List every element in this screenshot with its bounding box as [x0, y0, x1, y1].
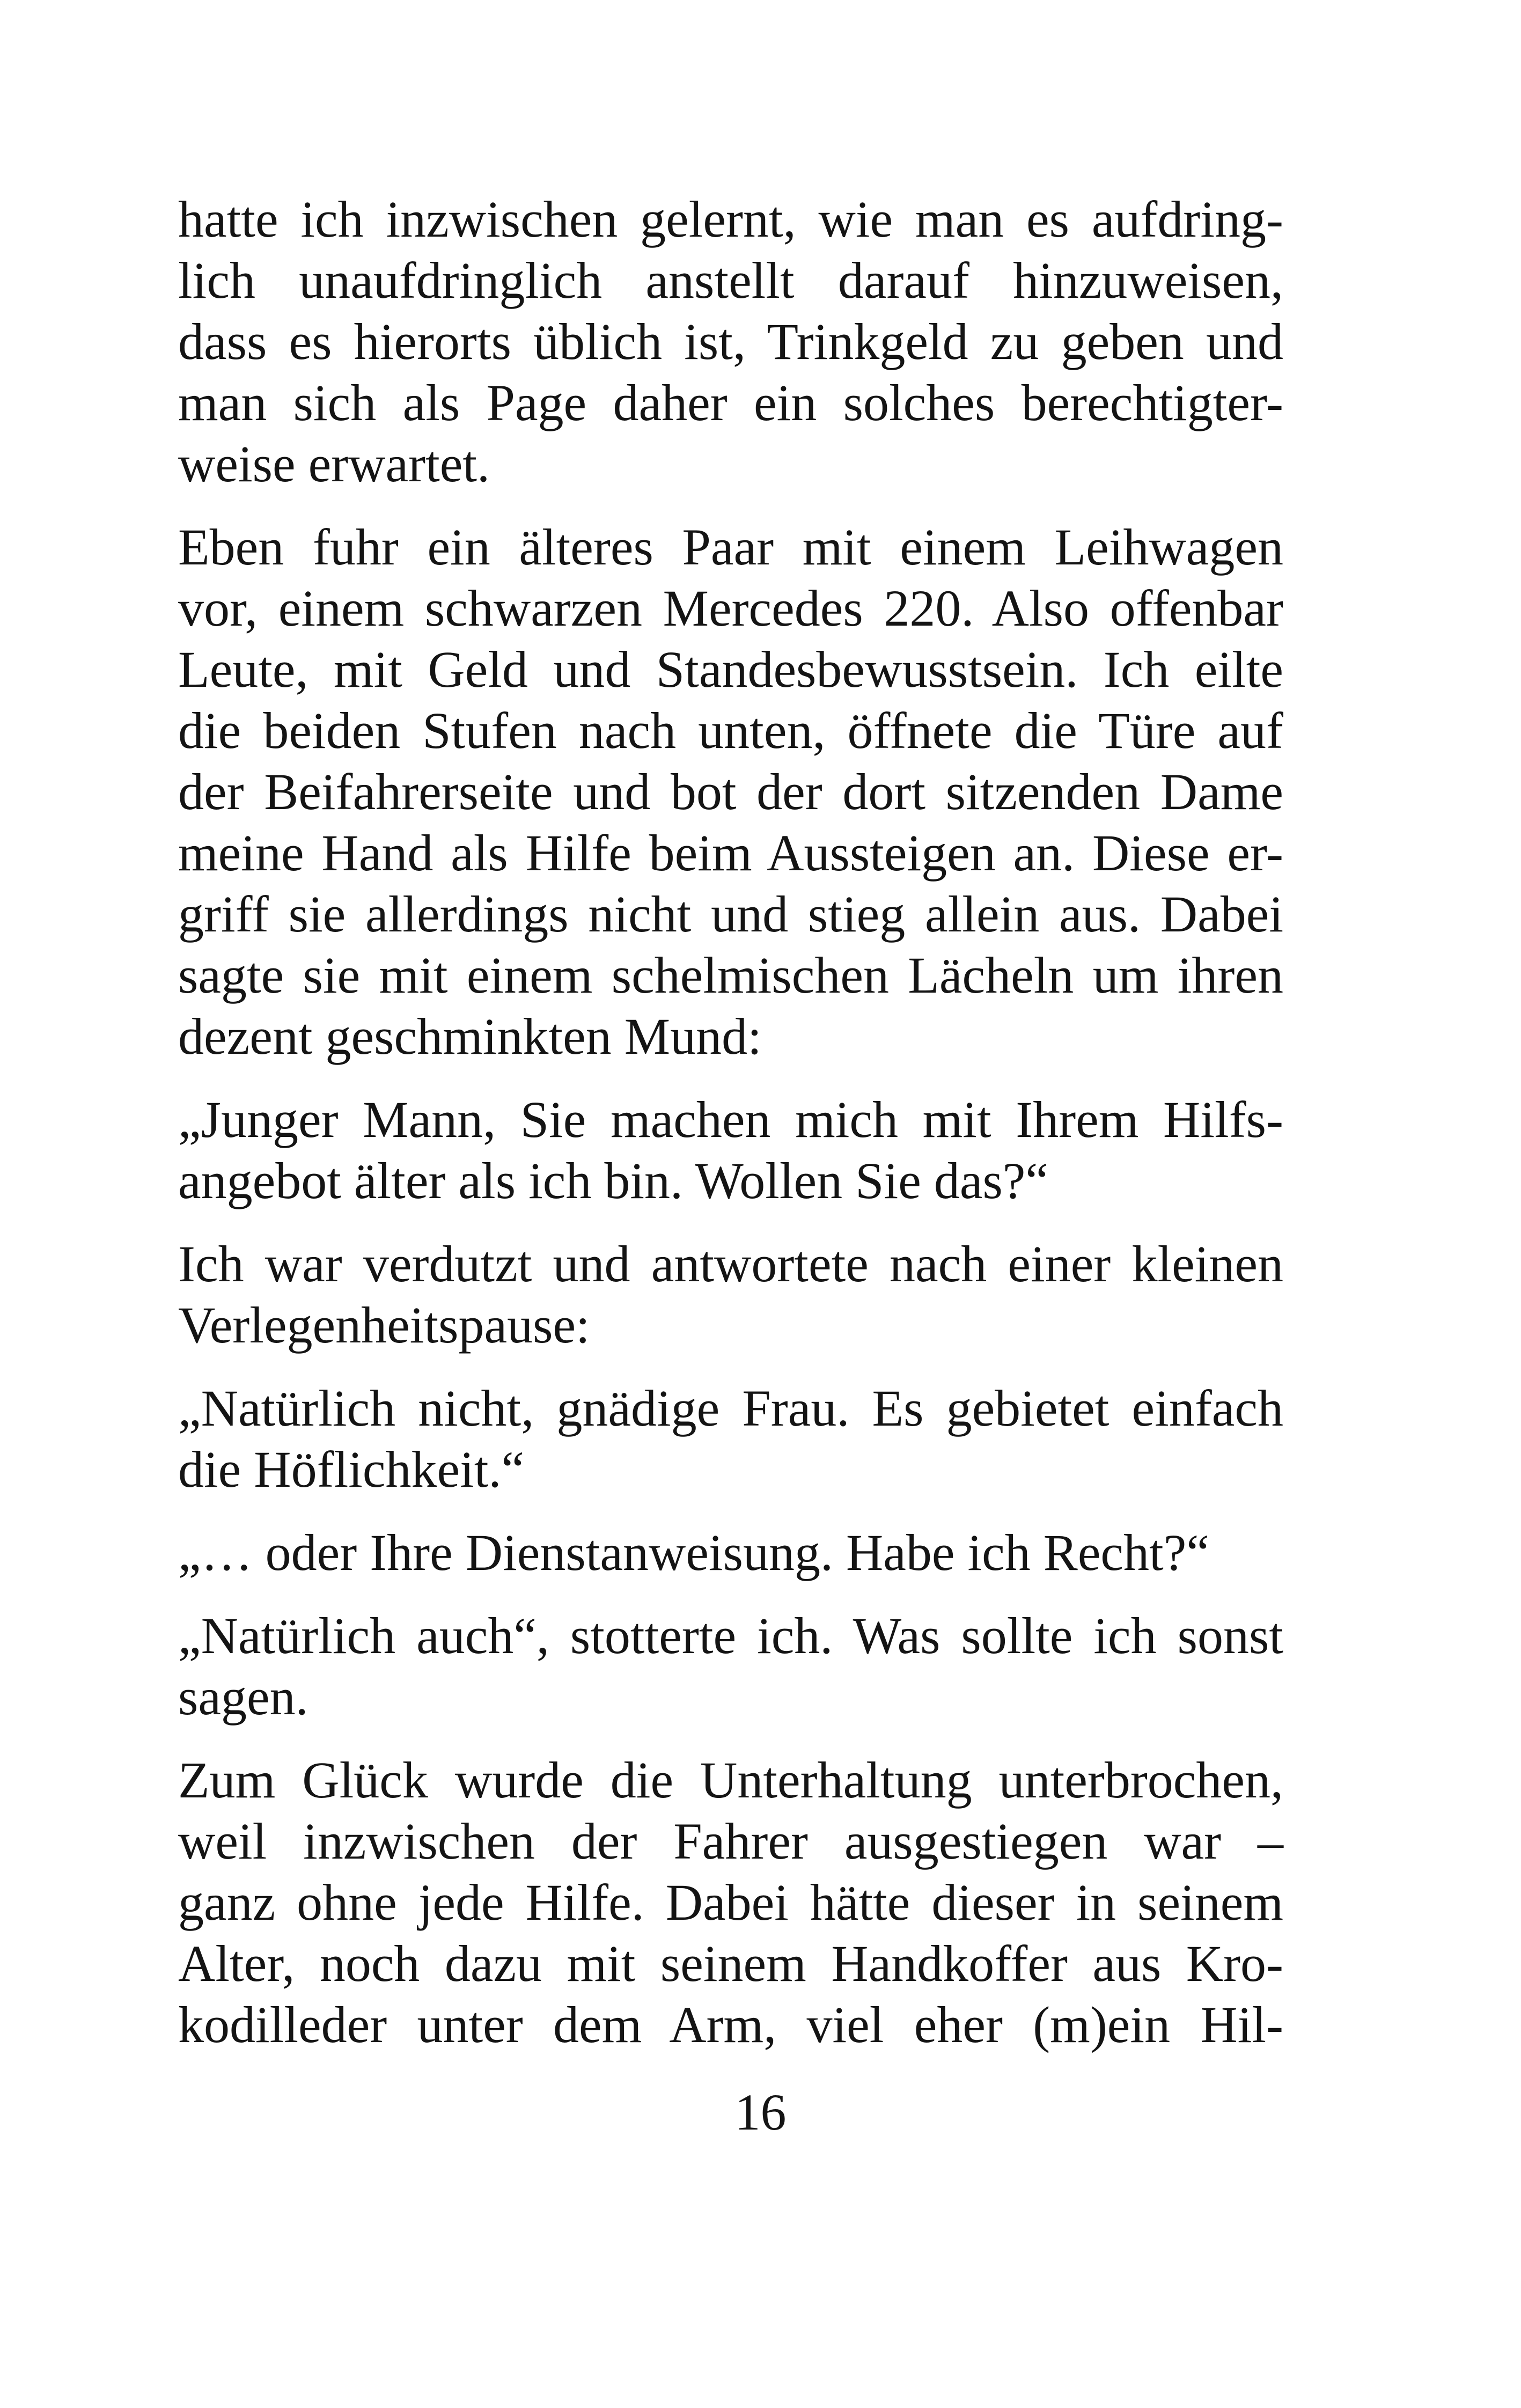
text-line: lich unaufdringlich anstellt darauf hinzuweisen,: [178, 252, 1283, 309]
text-line: Verlegenheitspause:: [178, 1296, 590, 1354]
text-line: „… oder Ihre Dienstanweisung. Habe ich Recht?“: [178, 1524, 1209, 1581]
text-line: dezent geschminkten Mund:: [178, 1008, 762, 1065]
paragraph-5: [178, 1378, 1283, 1500]
paragraph-7: [178, 1605, 1283, 1728]
text-line: Alter, noch dazu mit seinem Handkoffer aus Kro-: [178, 1935, 1283, 1992]
text-line: die Höflichkeit.“: [178, 1441, 525, 1498]
paragraph-4: [178, 1234, 1283, 1356]
text-line: Leute, mit Geld und Standesbewusstsein. Ich eilte: [178, 641, 1283, 698]
text-line: „Junger Mann, Sie machen mich mit Ihrem Hilfs-: [178, 1091, 1283, 1148]
paragraph-2: [178, 517, 1283, 1067]
text-line: kodilleder unter dem Arm, viel eher (m)ein Hil-: [178, 1996, 1283, 2053]
text-line: der Beifahrerseite und bot der dort sitzenden Dame: [178, 763, 1283, 820]
paragraph-3: [178, 1089, 1283, 1212]
text-line: Eben fuhr ein älteres Paar mit einem Leihwagen: [178, 518, 1283, 576]
text-line: vor, einem schwarzen Mercedes 220. Also offenbar: [178, 579, 1283, 637]
text-line: griff sie allerdings nicht und stieg allein aus. Dabei: [178, 885, 1283, 943]
text-line: weise erwartet.: [178, 435, 490, 493]
text-line: sagte sie mit einem schelmischen Lächeln um ihren: [178, 946, 1283, 1004]
text-line: Zum Glück wurde die Unterhaltung unterbrochen,: [178, 1751, 1283, 1809]
text-line: sagen.: [178, 1668, 308, 1726]
body-text: [178, 189, 1283, 2077]
text-line: meine Hand als Hilfe beim Aussteigen an. Diese er-: [178, 824, 1283, 882]
text-line: man sich als Page daher ein solches berechtigter-: [178, 374, 1283, 431]
text-line: dass es hierorts üblich ist, Trinkgeld zu geben und: [178, 313, 1283, 370]
text-line: „Natürlich nicht, gnädige Frau. Es gebietet einfach: [178, 1379, 1283, 1437]
text-line: „Natürlich auch“, stotterte ich. Was sollte ich sonst: [178, 1607, 1283, 1664]
paragraph-6: [178, 1522, 1283, 1583]
paragraph-8: [178, 1750, 1283, 2055]
text-line: ganz ohne jede Hilfe. Dabei hätte dieser in seinem: [178, 1874, 1283, 1931]
text-line: angebot älter als ich bin. Wollen Sie das?“: [178, 1152, 1049, 1209]
text-line: weil inzwischen der Fahrer ausgestiegen war –: [178, 1812, 1283, 1870]
text-line: Ich war verdutzt und antwortete nach einer kleinen: [178, 1235, 1283, 1293]
text-line: die beiden Stufen nach unten, öffnete die Türe auf: [178, 702, 1283, 759]
paragraph-1: [178, 189, 1283, 495]
page-number: 16: [734, 2083, 787, 2141]
text-line: hatte ich inzwischen gelernt, wie man es aufdring-: [178, 190, 1283, 248]
